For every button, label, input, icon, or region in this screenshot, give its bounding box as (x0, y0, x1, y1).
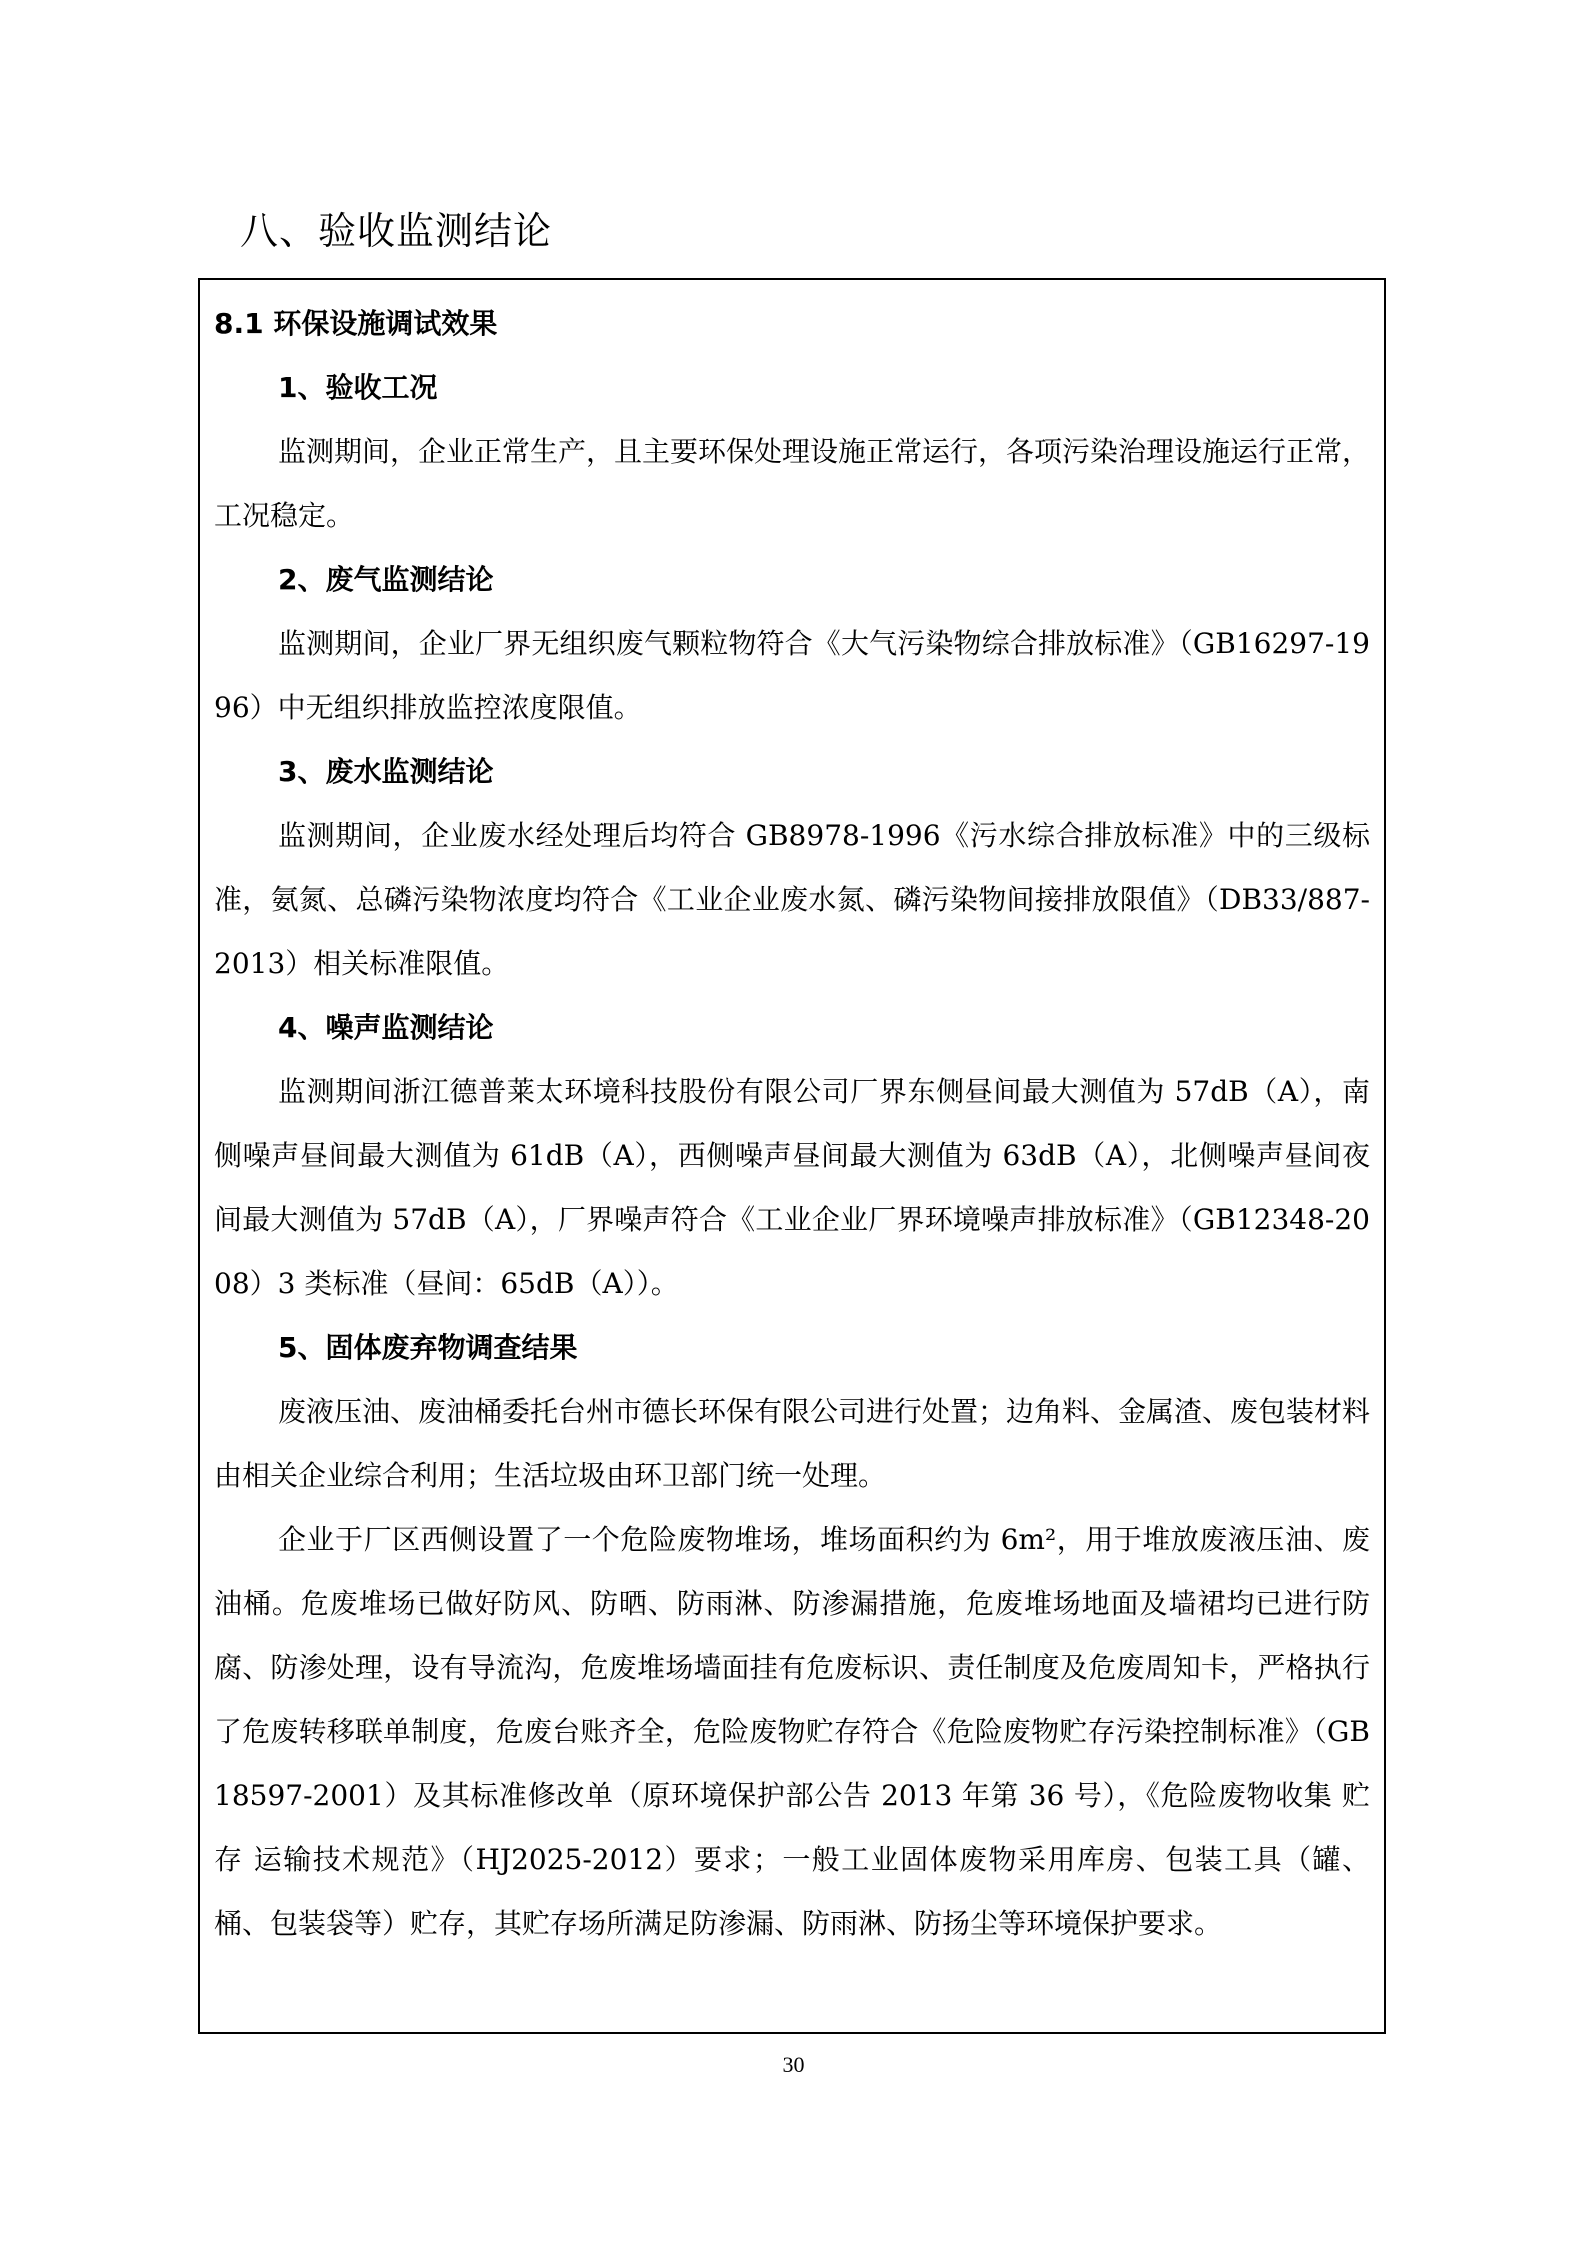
item-title-2: 2、废气监测结论 (278, 563, 494, 596)
page-number: 30 (782, 2052, 805, 2077)
item-title-3: 3、废水监测结论 (278, 755, 494, 788)
section-title: 8.1 环保设施调试效果 (214, 307, 498, 340)
content-frame (198, 278, 1386, 2034)
item-paragraph-4: 监测期间浙江德普莱太环境科技股份有限公司厂界东侧昼间最大测值为 57dB（A），南侧噪声昼间最大测值为 61dB（A），西侧噪声昼间最大测值为 63dB（A），北侧噪声昼间夜间最大测值为 57dB（A），厂界噪声符合《工业企业厂界环境噪声排放标准》（GB12348-2008）3 类标准（昼间：65dB（A））。 (214, 1075, 1370, 1300)
item-title-1: 1、验收工况 (278, 371, 438, 404)
item-title-4: 4、噪声监测结论 (278, 1011, 494, 1044)
item-paragraph-5b: 企业于厂区西侧设置了一个危险废物堆场，堆场面积约为 6m²，用于堆放废液压油、废油桶。危废堆场已做好防风、防晒、防雨淋、防渗漏措施，危废堆场地面及墙裙均已进行防腐、防渗处理，设有导流沟，危废堆场墙面挂有危废标识、责任制度及危废周知卡，严格执行了危废转移联单制度，危废台账齐全，危险废物贮存符合《危险废物贮存污染控制标准》（GB18597-2001）及其标准修改单（原环境保护部公告 2013 年第 36 号），《危险废物收集 贮存 运输技术规范》（HJ2025-2012）要求；一般工业固体废物采用库房、包装工具（罐、桶、包装袋等）贮存，其贮存场所满足防渗漏、防雨淋、防扬尘等环境保护要求。 (214, 1523, 1370, 1940)
item-paragraph-5a: 废液压油、废油桶委托台州市德长环保有限公司进行处置；边角料、金属渣、废包装材料由相关企业综合利用；生活垃圾由环卫部门统一处理。 (214, 1395, 1371, 1492)
item-paragraph-1: 监测期间，企业正常生产，且主要环保处理设施正常运行，各项污染治理设施运行正常，工况稳定。 (214, 435, 1371, 532)
page-heading: 八、验收监测结论 (240, 209, 553, 253)
item-title-5: 5、固体废弃物调查结果 (278, 1331, 578, 1364)
item-paragraph-2: 监测期间，企业厂界无组织废气颗粒物符合《大气污染物综合排放标准》（GB16297-1996）中无组织排放监控浓度限值。 (214, 627, 1370, 724)
item-paragraph-3: 监测期间，企业废水经处理后均符合 GB8978-1996《污水综合排放标准》中的三级标准，氨氮、总磷污染物浓度均符合《工业企业废水氮、磷污染物间接排放限值》（DB33/887-2013）相关标准限值。 (214, 819, 1370, 980)
